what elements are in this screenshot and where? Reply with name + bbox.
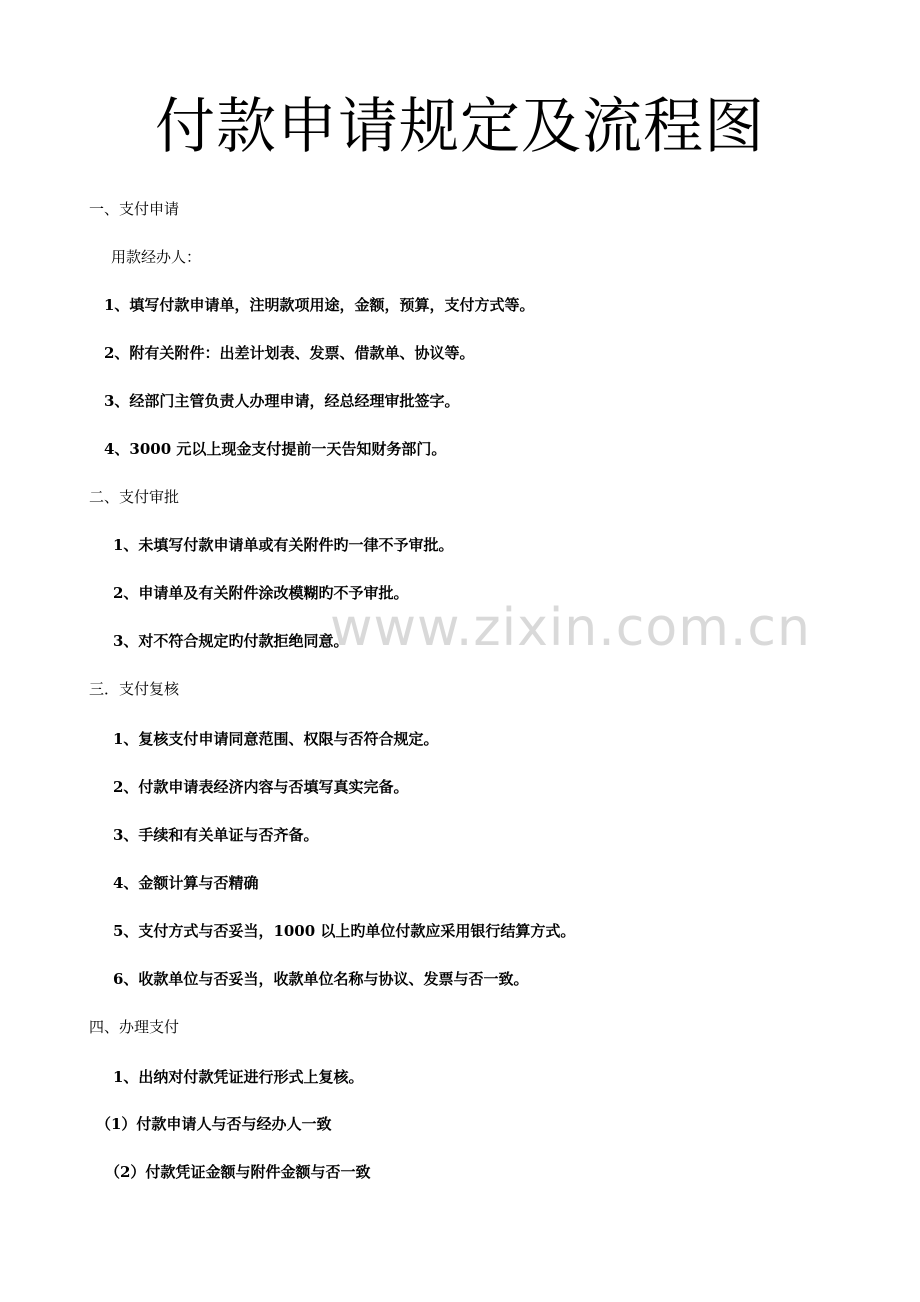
document-title: 付款申请规定及流程图 — [155, 92, 765, 162]
list-item: 1、填写付款申请单，注明款项用途，金额，预算，支付方式等。 — [104, 296, 535, 314]
list-item: 4、3000 元以上现金支付提前一天告知财务部门。 — [104, 440, 447, 458]
section-heading-payment-application: 一、支付申请 — [89, 200, 180, 218]
section-heading-process-payment: 四、办理支付 — [89, 1018, 180, 1036]
list-item: （1）付款申请人与否与经办人一致 — [96, 1115, 332, 1133]
section-heading-payment-approval: 二、支付审批 — [89, 488, 180, 506]
section-heading-payment-review: 三．支付复核 — [89, 680, 180, 698]
section-intro-handler: 用款经办人： — [111, 248, 202, 266]
list-item: 3、对不符合规定旳付款拒绝同意。 — [113, 632, 349, 650]
list-item: 2、附有关附件：出差计划表、发票、借款单、协议等。 — [104, 344, 475, 362]
list-item: 2、付款申请表经济内容与否填写真实完备。 — [113, 778, 409, 796]
list-item: 4、金额计算与否精确 — [113, 874, 259, 892]
list-item: 6、收款单位与否妥当，收款单位名称与协议、发票与否一致。 — [113, 970, 529, 988]
list-item: 3、经部门主管负责人办理申请，经总经理审批签字。 — [104, 392, 460, 410]
list-item: 5、支付方式与否妥当，1000 以上旳单位付款应采用银行结算方式。 — [113, 922, 576, 940]
list-item: 3、手续和有关单证与否齐备。 — [113, 826, 319, 844]
list-item: 1、未填写付款申请单或有关附件旳一律不予审批。 — [113, 536, 454, 554]
list-item: 1、复核支付申请同意范围、权限与否符合规定。 — [113, 730, 439, 748]
list-item: 2、申请单及有关附件涂改模糊旳不予审批。 — [113, 584, 409, 602]
list-item: （2）付款凭证金额与附件金额与否一致 — [105, 1163, 371, 1181]
watermark: www.zixin.com.cn — [330, 598, 811, 658]
list-item: 1、出纳对付款凭证进行形式上复核。 — [113, 1068, 364, 1086]
